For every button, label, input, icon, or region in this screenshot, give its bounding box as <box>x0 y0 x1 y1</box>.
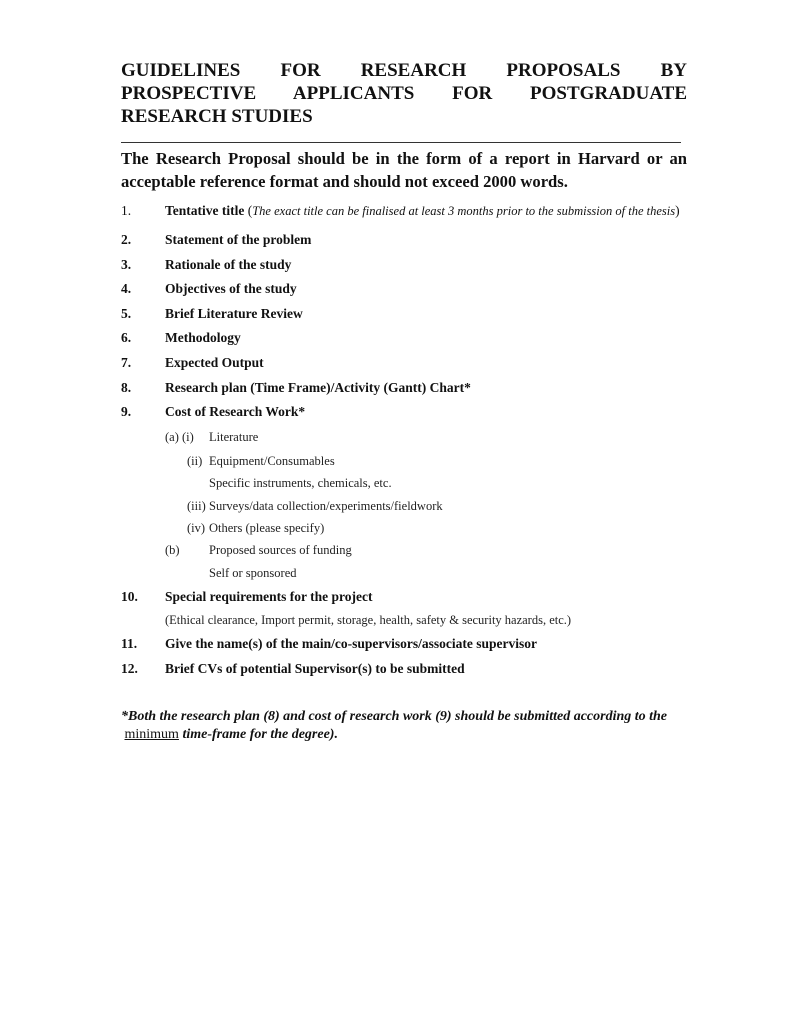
item-number: 11. <box>121 636 138 651</box>
item-label: Statement of the problem <box>165 232 312 247</box>
sub-item-surveys: Surveys/data collection/experiments/fieldwork <box>209 499 443 513</box>
item-label: Brief Literature Review <box>165 306 303 321</box>
item-number: 6. <box>121 330 132 345</box>
item-label: Expected Output <box>165 355 264 370</box>
footnote <box>121 708 687 744</box>
item-label: Rationale of the study <box>165 257 292 272</box>
item-label: Give the name(s) of the main/co-supervisors/associate supervisor <box>165 636 537 651</box>
item-label: Special requirements for the project <box>165 589 373 604</box>
item-number: 9. <box>121 404 132 419</box>
item-note-text: The exact title can be finalised at least 3 months prior to the submission of the thesis <box>252 204 676 218</box>
item-number: 10. <box>121 589 138 604</box>
item-label: Methodology <box>165 330 241 345</box>
special-requirements-note: (Ethical clearance, Import permit, storage, health, safety & security hazards, etc.) <box>165 613 572 627</box>
title-line-3: RESEARCH STUDIES <box>121 106 313 127</box>
item-label <box>165 203 680 219</box>
sub-marker: (iii) <box>187 499 206 513</box>
sub-item-literature: Literature <box>209 430 259 444</box>
item-number: 1. <box>121 203 132 218</box>
sub-item-equipment-detail: Specific instruments, chemicals, etc. <box>209 476 392 490</box>
item-label-text: Tentative title <box>165 203 245 218</box>
item-number: 12. <box>121 661 138 676</box>
sub-item-others: Others (please specify) <box>209 521 325 535</box>
sub-item-funding: Proposed sources of funding <box>209 543 352 557</box>
intro-paragraph: The Research Proposal should be in the form of a report in Harvard or an acceptable reference format and should not exceed 2000 words. <box>121 149 687 191</box>
sub-marker: (iv) <box>187 521 206 535</box>
sub-item-equipment: Equipment/Consumables <box>209 454 335 468</box>
title-divider <box>121 142 681 143</box>
item-label: Objectives of the study <box>165 281 297 296</box>
item-number: 3. <box>121 257 132 272</box>
title-line-1: GUIDELINES FOR RESEARCH PROPOSALS BY <box>121 60 687 81</box>
sub-marker: (b) <box>165 543 180 557</box>
item-label: Cost of Research Work* <box>165 404 306 419</box>
item-number: 8. <box>121 380 132 395</box>
sub-item-funding-detail: Self or sponsored <box>209 566 297 580</box>
item-number: 7. <box>121 355 132 370</box>
footnote-text-end: time-frame for the degree). <box>182 727 338 742</box>
item-note: (The exact title can be finalised at least 3 months prior to the submission of the thesis) <box>247 203 680 218</box>
sub-marker: (ii) <box>187 454 203 468</box>
item-label: Brief CVs of potential Supervisor(s) to be submitted <box>165 661 465 676</box>
footnote-emphasis: minimum <box>124 727 179 742</box>
title-line-2: PROSPECTIVE APPLICANTS FOR POSTGRADUATE <box>121 83 687 104</box>
sub-marker: (a) (i) <box>165 430 194 444</box>
item-number: 2. <box>121 232 132 247</box>
footnote-text: *Both the research plan (8) and cost of research work (9) should be submitted according to the <box>121 709 668 724</box>
item-number: 4. <box>121 281 132 296</box>
item-label: Research plan (Time Frame)/Activity (Gantt) Chart* <box>165 380 471 395</box>
item-number: 5. <box>121 306 132 321</box>
